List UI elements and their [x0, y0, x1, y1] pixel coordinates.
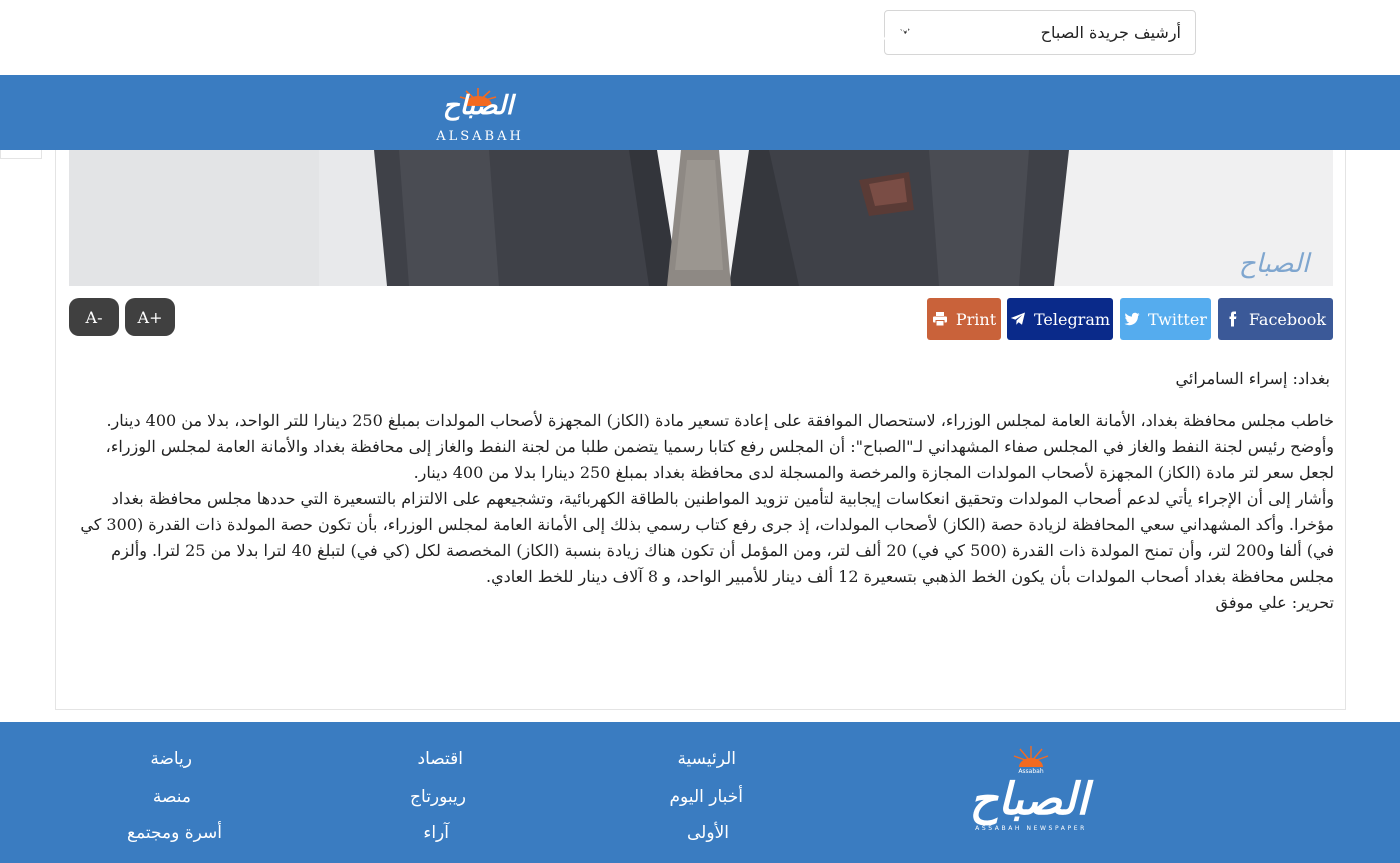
nav-item-culture[interactable]: ثقافة: [173, 24, 211, 45]
portrait-image: [69, 150, 1333, 286]
article-body: [72, 366, 1334, 616]
site-logo[interactable]: [420, 82, 540, 144]
footer-logo-badge: Assabah: [1018, 768, 1044, 775]
facebook-share-button[interactable]: [1218, 298, 1333, 340]
footer-link-opinions[interactable]: آراء: [423, 823, 449, 843]
footer-logo-latin: ASSABAH NEWSPAPER: [975, 825, 1087, 832]
font-increase-button[interactable]: A+: [125, 298, 175, 336]
main-nav: [0, 75, 1400, 150]
nav-item-sports[interactable]: رياضة: [88, 24, 133, 45]
archive-select-value: أرشيف جريدة الصباح: [1040, 23, 1181, 42]
footer-sun-logo-icon: [935, 740, 1125, 835]
printer-icon: [932, 311, 948, 327]
sun-logo-icon: [420, 82, 540, 144]
logo-arabic: الصباح: [442, 91, 514, 121]
print-button[interactable]: [927, 298, 1001, 340]
article-paragraph-2: وأوضح رئيس لجنة النفط والغاز في المجلس صفاء المشهداني لـ"الصباح": أن المجلس رفع كتابا رسميا يتضمن طلبا من لجنة النفط والغاز إلى محافظة بغداد والأمانة العامة لمجلس الوزراء، لجعل سعر لتر مادة (الكاز) المجهزة لأصحاب المولدات المجازة والمرخصة والمسجلة لدى محافظة بغداد بمبلغ 250 دينارا بدلا من 400 دينار.: [105, 437, 1334, 482]
nav-item-iraq[interactable]: العراق: [335, 24, 384, 45]
side-tab: [0, 150, 42, 159]
nav-item-second-third[interactable]: الثانية والثالثة: [731, 24, 829, 45]
nav-item-last[interactable]: أخيرة: [10, 24, 51, 45]
footer-link-reportage[interactable]: ريبورتاج: [410, 787, 466, 807]
nav-item-economy[interactable]: اقتصاد: [249, 24, 298, 45]
archive-select[interactable]: [884, 10, 1196, 55]
footer-link-home[interactable]: الرئيسية: [677, 749, 736, 769]
logo-latin: ALSABAH: [436, 129, 524, 144]
footer-logo[interactable]: [935, 740, 1125, 835]
facebook-icon: [1225, 311, 1241, 327]
twitter-label: Twitter: [1148, 309, 1207, 329]
twitter-share-button[interactable]: [1120, 298, 1211, 340]
footer-logo-arabic: الصباح: [969, 774, 1089, 825]
telegram-label: Telegram: [1033, 309, 1111, 329]
nav-item-first[interactable]: الأولى: [870, 24, 915, 45]
facebook-label: Facebook: [1248, 309, 1327, 329]
nav-item-home[interactable]: الرئيسية: [953, 24, 1015, 45]
footer-link-today-news[interactable]: أخبار اليوم: [669, 787, 743, 807]
footer-link-platform[interactable]: منصة: [152, 787, 191, 807]
article-editor: تحرير: علي موفق: [1215, 593, 1334, 612]
print-label: Print: [955, 309, 997, 329]
footer-link-sports[interactable]: رياضة: [150, 749, 192, 769]
footer-link-first[interactable]: الأولى: [687, 823, 729, 843]
hero-image: [69, 150, 1333, 286]
hero-watermark: الصباح: [1238, 249, 1310, 279]
footer-link-family-society[interactable]: أسرة ومجتمع: [127, 823, 222, 843]
telegram-icon: [1010, 311, 1026, 327]
font-decrease-button[interactable]: A-: [69, 298, 119, 336]
twitter-icon: [1124, 311, 1140, 327]
nav-item-arab-international[interactable]: عربي ودولي: [592, 24, 685, 45]
article-paragraph-3: وأشار إلى أن الإجراء يأتي لدعم أصحاب المولدات وتحقيق انعكاسات إيجابية لتأمين تزويد المواطنين بالطاقة الكهربائية، وتشجيعهم على الالتزام بالتسعيرة التي حددها مجلس محافظة بغداد مؤخرا. وأكد المشهداني سعي المحافظة لزيادة حصة (الكاز) لأصحاب المولدات، إذ جرى رفع كتاب رسمي بذلك إلى الأمانة العامة لمجلس الوزراء، بأن تكون حصة المولدة ذات القدرة (300 كي في) ألفا و200 لتر، وأن تمنح المولدة ذات القدرة (500 كي في) 20 ألف لتر، ومن المؤمل أن تكون هناك زيادة بنسبة (الكاز) المخصصة لكل (كي في) لتبلغ 40 لترا بدلا من 25 لترا. وألزم مجلس محافظة بغداد أصحاب المولدات بأن يكون الخط الذهبي بتسعيرة 12 ألف دينار للأمبير الواحد، و 8 آلاف دينار للخط العادي.: [80, 489, 1334, 586]
footer-link-economy[interactable]: اقتصاد: [417, 749, 463, 769]
article-paragraph-1: خاطب مجلس محافظة بغداد، الأمانة العامة لمجلس الوزراء، لاستحصال الموافقة على إعادة تسعير مادة (الكاز) المجهزة لأصحاب المولدات بمبلغ 250 دينارا للتر الواحد، بدلا من 400 دينار.: [106, 411, 1334, 430]
article-byline: بغداد: إسراء السامرائي: [1175, 369, 1330, 388]
telegram-share-button[interactable]: [1007, 298, 1113, 340]
